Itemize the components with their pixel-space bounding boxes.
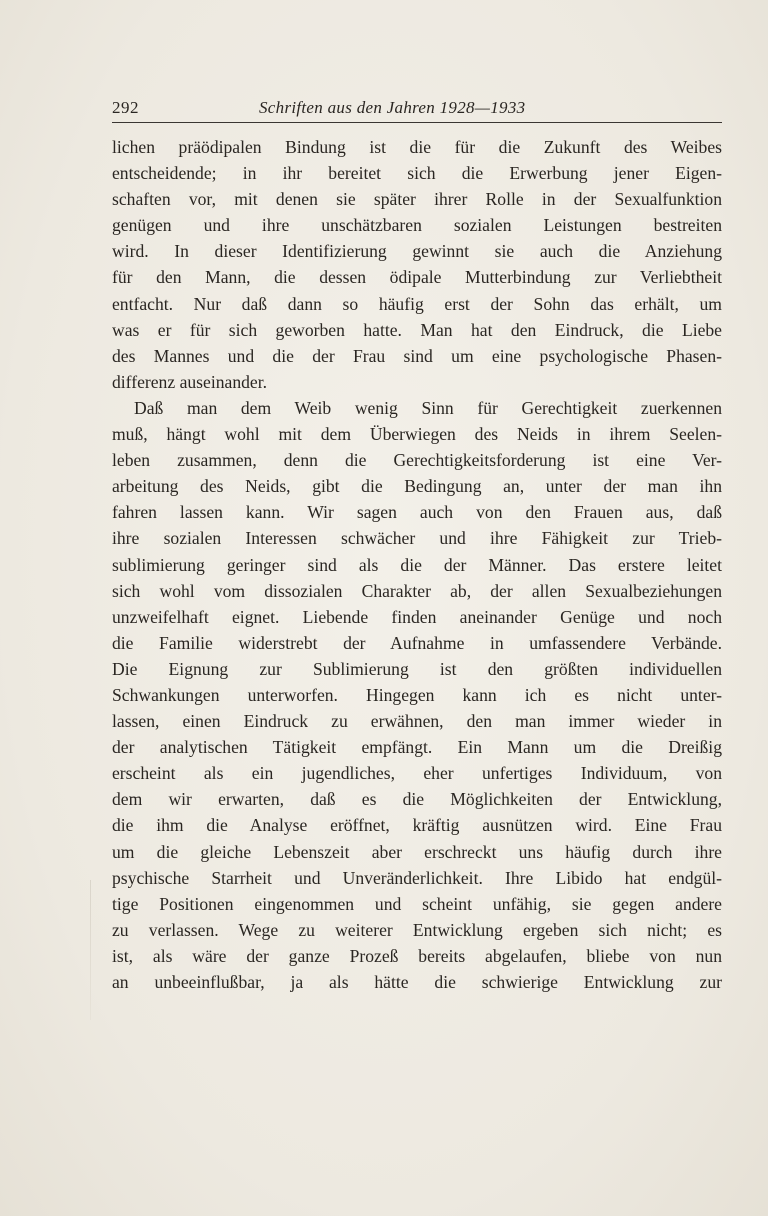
text-line: Die Eignung zur Sublimierung ist den größten individuellen: [112, 658, 722, 679]
text-line: differenz auseinander.: [112, 371, 268, 392]
text-line: wird. In dieser Identifizierung gewinnt sie auch die Anziehung: [112, 241, 722, 262]
text-line: erscheint als ein jugendliches, eher unfertiges Individuum, von: [112, 763, 722, 784]
text-line: die Familie widerstrebt der Aufnahme in umfassendere Verbände.: [112, 632, 722, 653]
text-line: was er für sich geworben hatte. Man hat den Eindruck, die Liebe: [112, 319, 722, 340]
text-line: Daß man dem Weib wenig Sinn für Gerechtigkeit zuerkennen: [134, 397, 722, 418]
text-line: muß, hängt wohl mit dem Überwiegen des Neids in ihrem Seelen-: [112, 424, 722, 445]
text-line: arbeitung des Neids, gibt die Bedingung an, unter der man ihn: [112, 476, 722, 497]
text-line: um die gleiche Lebenszeit aber erschreckt uns häufig durch ihre: [112, 841, 722, 862]
page-header: [112, 96, 722, 123]
text-line: ist, als wäre der ganze Prozeß bereits abgelaufen, bliebe von nun: [112, 945, 722, 966]
text-line: die ihm die Analyse eröffnet, kräftig ausnützen wird. Eine Frau: [112, 815, 722, 836]
text-line: für den Mann, die dessen ödipale Mutterbindung zur Verliebtheit: [112, 267, 722, 288]
text-line: entfacht. Nur daß dann so häufig erst der Sohn das erhält, um: [112, 293, 722, 314]
paragraph: [112, 134, 722, 395]
paragraph: [112, 395, 722, 995]
text-line: lassen, einen Eindruck zu erwähnen, den man immer wieder in: [112, 711, 722, 732]
running-title: Schriften aus den Jahren 1928—1933: [259, 98, 526, 117]
text-line: tige Positionen eingenommen und scheint unfähig, sie gegen andere: [112, 893, 722, 914]
text-line: psychische Starrheit und Unveränderlichkeit. Ihre Libido hat endgül-: [112, 867, 722, 888]
text-line: schaften vor, mit denen sie später ihrer Rolle in der Sexualfunktion: [112, 189, 722, 210]
text-line: fahren lassen kann. Wir sagen auch von den Frauen aus, daß: [112, 502, 722, 523]
text-line: leben zusammen, denn die Gerechtigkeitsforderung ist eine Ver-: [112, 450, 722, 471]
text-line: entscheidende; in ihr bereitet sich die Erwerbung jener Eigen-: [112, 163, 722, 184]
margin-pencil-mark: [90, 880, 91, 1020]
text-line: des Mannes und die der Frau sind um eine psychologische Phasen-: [112, 345, 722, 366]
text-line: an unbeeinflußbar, ja als hätte die schwierige Entwicklung zur: [112, 972, 722, 992]
text-line: der analytischen Tätigkeit empfängt. Ein Mann um die Dreißig: [112, 737, 722, 758]
page-number: 292: [112, 98, 139, 117]
text-line: zu verlassen. Wege zu weiterer Entwicklung ergeben sich nicht; es: [112, 919, 722, 940]
text-line: dem wir erwarten, daß es die Möglichkeiten der Entwicklung,: [112, 789, 722, 810]
text-line: ihre sozialen Interessen schwächer und ihre Fähigkeit zur Trieb-: [112, 528, 722, 549]
body-text: [112, 134, 722, 995]
text-line: Schwankungen unterworfen. Hingegen kann ich es nicht unter-: [112, 684, 722, 705]
text-line: sublimierung geringer sind als die der Männer. Das erstere leitet: [112, 554, 722, 575]
text-line: sich wohl vom dissozialen Charakter ab, der allen Sexualbeziehungen: [112, 580, 722, 601]
text-line: lichen präödipalen Bindung ist die für die Zukunft des Weibes: [112, 137, 722, 157]
text-line: genügen und ihre unschätzbaren sozialen Leistungen bestreiten: [112, 215, 722, 236]
text-line: unzweifelhaft eignet. Liebende finden aneinander Genüge und noch: [112, 606, 722, 627]
